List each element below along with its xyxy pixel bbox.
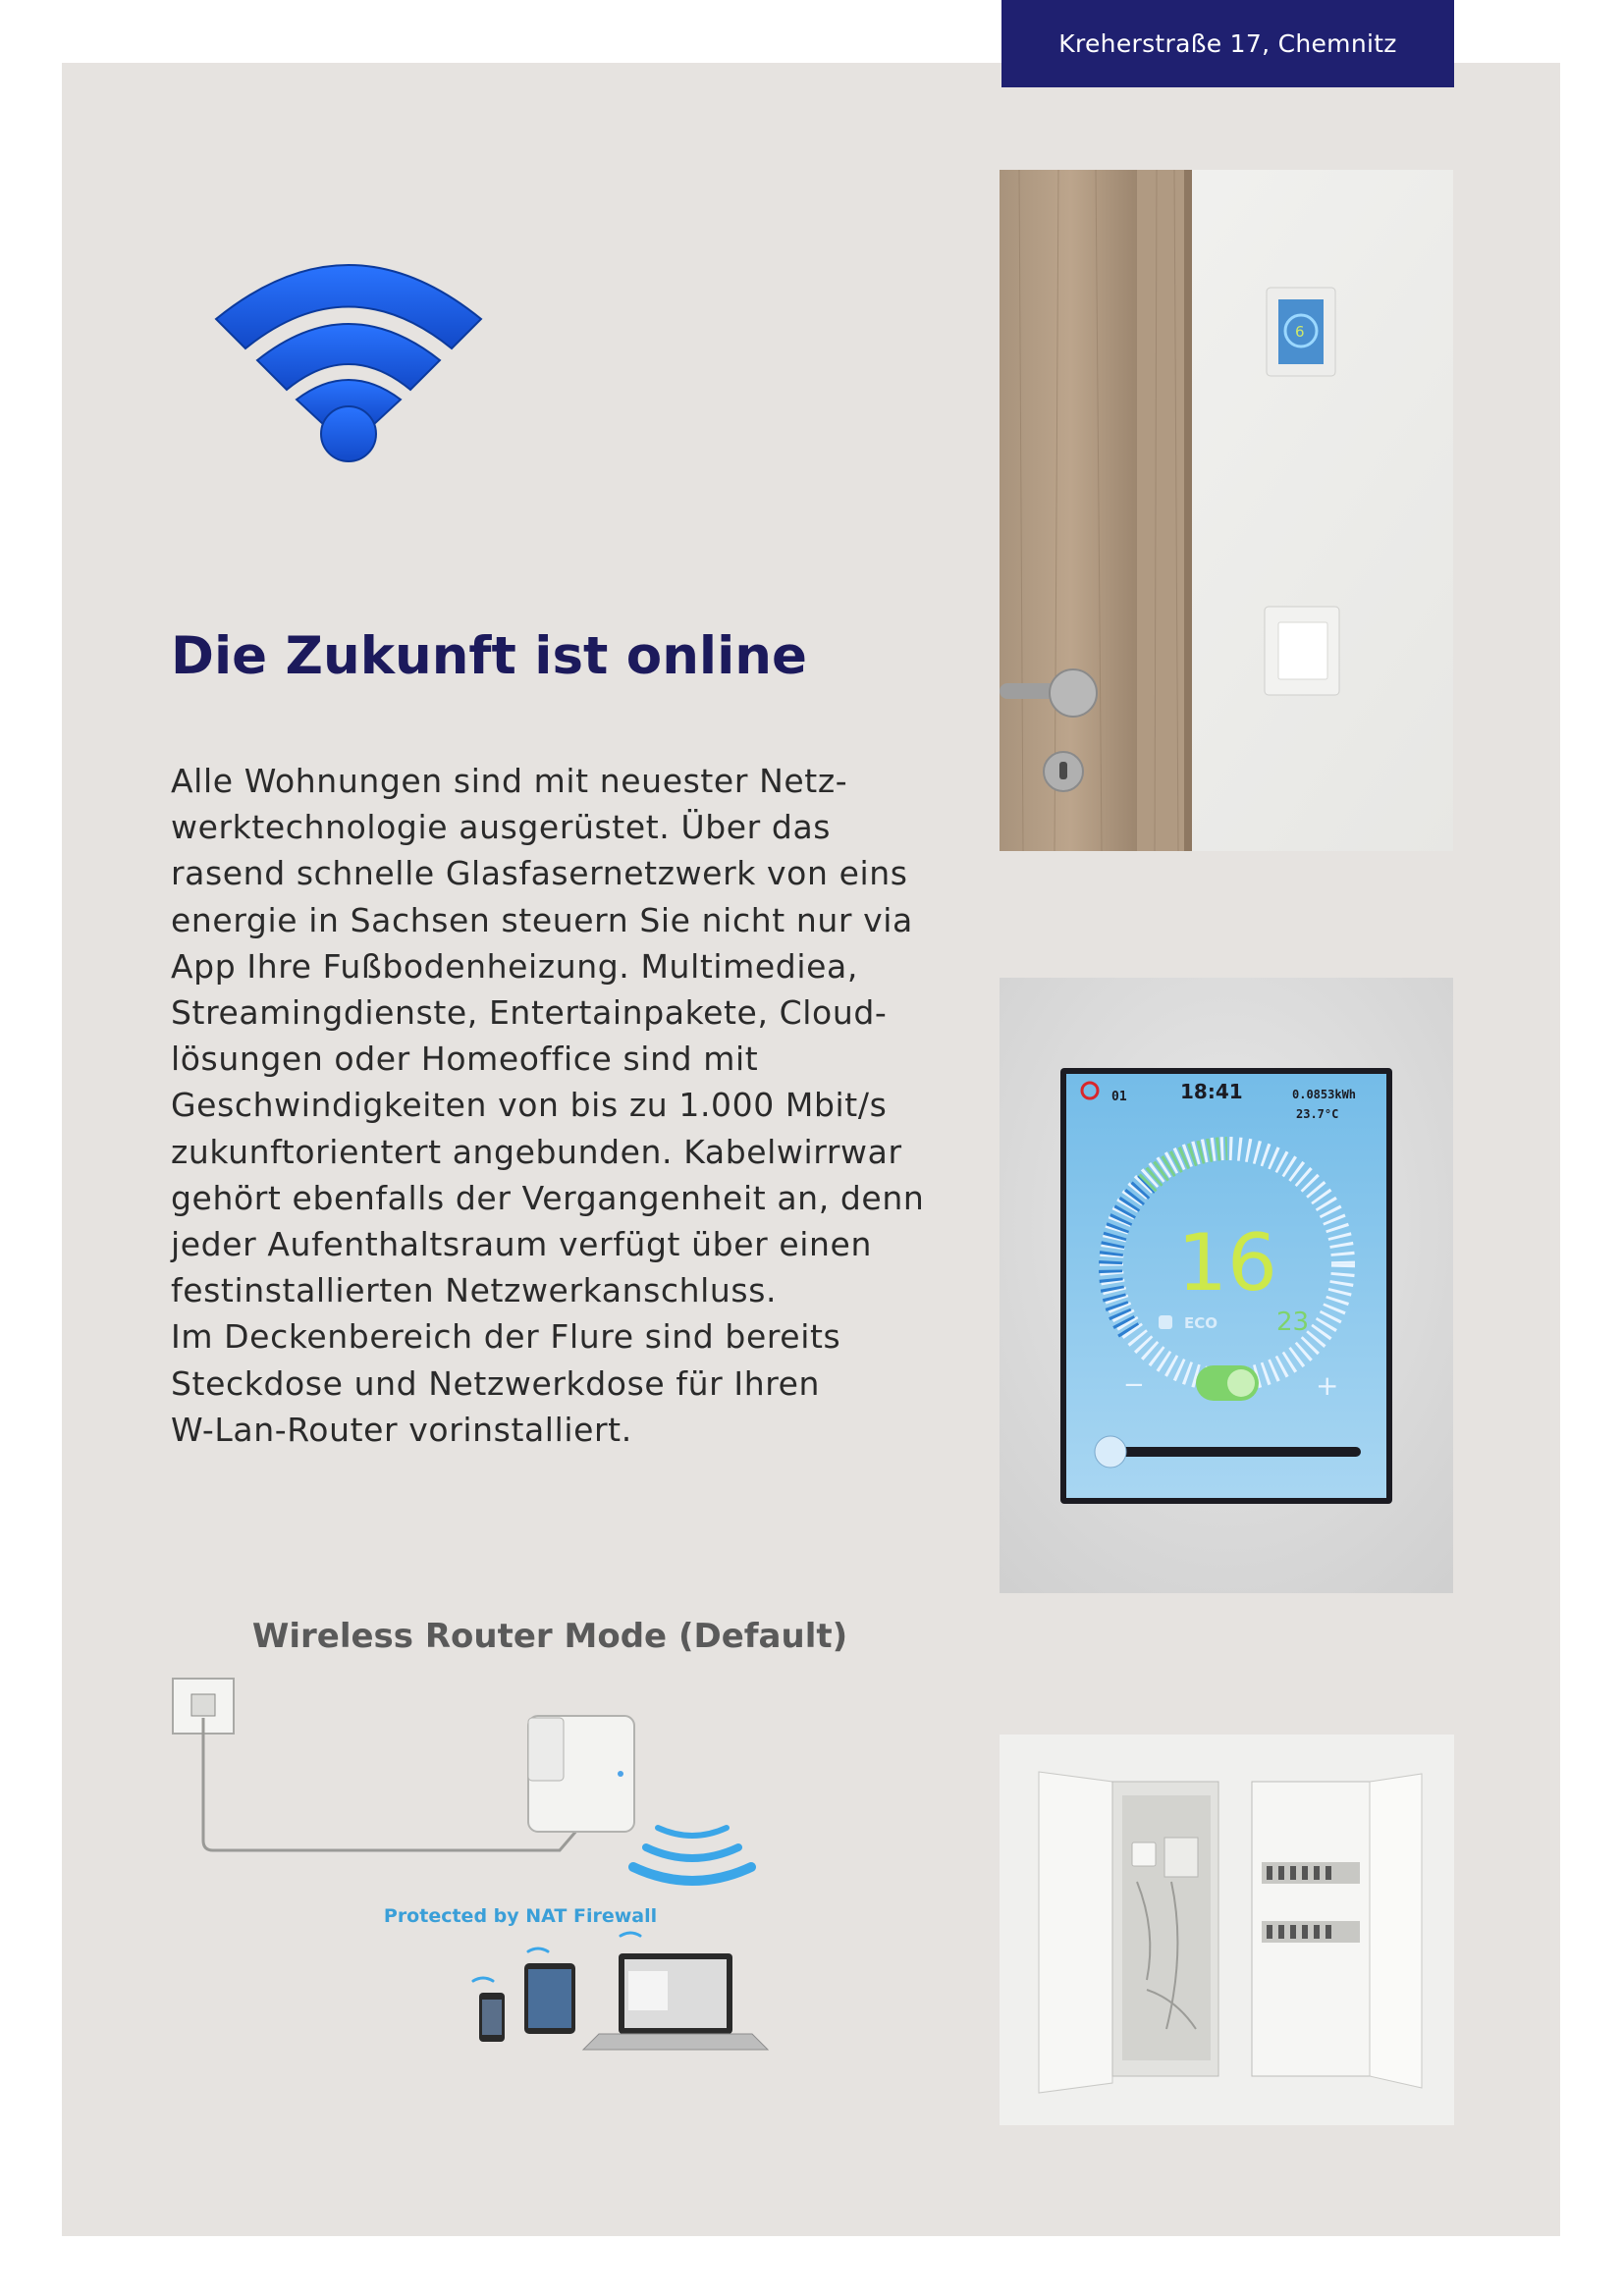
wifi-icon (206, 250, 491, 466)
article-body (171, 758, 925, 1453)
smartphone-icon (479, 1993, 505, 2042)
body-line: festinstallierten Netzwerkanschluss. (171, 1271, 778, 1310)
body-line: Steckdose und Netzwerkdose für Ihren (171, 1363, 821, 1403)
photo-door-thermostat (1000, 170, 1453, 851)
body-line: Im Deckenbereich der Flure sind bereits (171, 1317, 841, 1357)
thermostat-time: 18:41 (1180, 1080, 1243, 1103)
body-line: Geschwindigkeiten von bis zu 1.000 Mbit/s (171, 1086, 888, 1125)
address-header (1001, 0, 1454, 87)
photo-thermostat-display (1000, 978, 1453, 1593)
svg-text:6: 6 (1295, 323, 1305, 341)
body-line: werktechnologie ausgerüstet. Über das (171, 808, 832, 847)
thermostat-plus: + (1316, 1369, 1339, 1402)
page-title: Die Zukunft ist online (171, 626, 807, 686)
tablet-icon (524, 1963, 575, 2034)
laptop-icon (583, 1953, 768, 2050)
diagram-caption: Protected by NAT Firewall (383, 1905, 658, 1927)
thermostat-eco-value: 23 (1276, 1308, 1310, 1337)
body-line: lösungen oder Homeoffice sind mit (171, 1040, 759, 1079)
router-icon (528, 1716, 634, 1832)
body-line: rasend schnelle Glasfasernetzwerk von eins (171, 854, 908, 893)
body-line: jeder Aufenthaltsraum verfügt über einen (171, 1225, 872, 1264)
body-line: energie in Sachsen steuern Sie nicht nur via (171, 900, 913, 939)
thermostat-minus: − (1123, 1370, 1145, 1400)
thermostat-room-temp: 23.7°C (1296, 1107, 1339, 1121)
thermostat-zone: 01 (1111, 1090, 1127, 1104)
thermostat-eco-label: ECO (1184, 1314, 1218, 1332)
body-line: gehört ebenfalls der Vergangenheit an, denn (171, 1178, 925, 1217)
router-diagram (167, 1610, 854, 2081)
body-line: Alle Wohnungen sind mit neuester Netz- (171, 762, 848, 800)
thermostat-setpoint: 16 (1177, 1217, 1277, 1308)
body-line: Streamingdienste, Entertainpakete, Cloud- (171, 993, 888, 1033)
body-line: W-Lan-Router vorinstalliert. (171, 1410, 632, 1449)
address-text: Kreherstraße 17, Chemnitz (1058, 29, 1397, 58)
photo-distribution-cabinet (1000, 1735, 1454, 2125)
body-line: App Ihre Fußbodenheizung. Multimediea, (171, 946, 858, 986)
diagram-title: Wireless Router Mode (Default) (251, 1617, 848, 1656)
thermostat-energy: 0.0853kWh (1292, 1088, 1357, 1101)
body-line: zukunftorientert angebunden. Kabelwirrwar (171, 1132, 902, 1171)
